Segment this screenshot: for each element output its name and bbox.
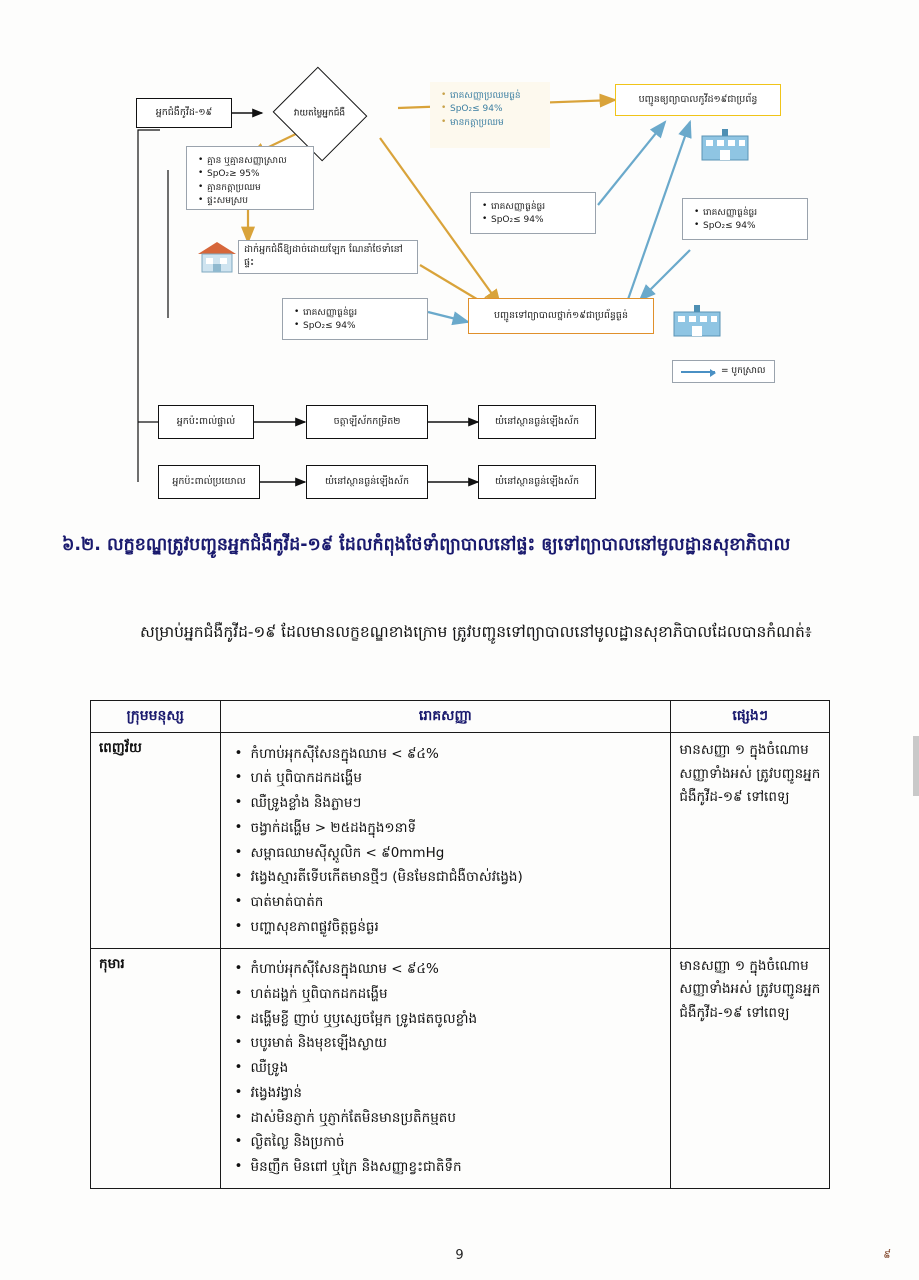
flow-list-right-item: • SpO₂≤ 94% xyxy=(703,220,799,232)
flow-list-mild-item: • គ្មានកត្តាប្រឈម xyxy=(207,182,305,194)
page-number: 9 xyxy=(455,1248,464,1263)
sign-item: • កំហាប់អុកស៊ីសែនក្នុងឈាម < ៩៤% xyxy=(251,744,663,764)
flow-node-quarantine-level2 xyxy=(306,405,428,439)
table-header-other: ផ្សេងៗ xyxy=(671,701,830,733)
flow-list-right-item: • រោគសញ្ញាធ្ងន់ធ្ងរ xyxy=(703,207,799,219)
row-note-child: មានសញ្ញា ១ ក្នុងចំណោម សញ្ញាទាំងអស់ ត្រូវបញ្ជូនអ្នកជំងឺកូវីដ-១៩ ទៅពេទ្យ xyxy=(671,948,830,1188)
flow-node-result-3-label: យំនៅស្ថានធ្ងន់ឡើងស័ក xyxy=(495,475,579,487)
sign-item: • បបូរមាត់ និងមុខឡើងស្ងាយ xyxy=(251,1033,663,1053)
sign-item: • ហត់ដង្ហក់ ឬពិបាកដកដង្ហើម xyxy=(251,984,663,1004)
sign-item: • ដង្ហើមខ្លី ញាប់ ឬឫស្សេចម្អែក ទ្រូងផតចូលខ្លាំង xyxy=(251,1009,663,1029)
flow-list-left xyxy=(282,298,428,340)
sign-item: • ឈឺទ្រូង xyxy=(251,1058,663,1078)
flow-list-mild-item: • គ្មាន ឬគ្មានសញ្ញាស្រាល xyxy=(207,155,305,167)
legend-arrow-icon xyxy=(681,371,715,373)
table-row xyxy=(91,948,830,1188)
flow-node-hospital xyxy=(468,298,654,334)
corner-mark: ៩ xyxy=(883,1248,891,1261)
flow-node-contact-direct-label: អ្នកប៉ះពាល់ផ្ទាល់ xyxy=(176,415,236,427)
flow-node-contact-direct xyxy=(158,405,254,439)
section-heading: ៦.២. លក្ខខណ្ឌត្រូវបញ្ជូនអ្នកជំងឺកូវីដ-១៩ ដែលកំពុងថែទាំព្យាបាលនៅផ្ទះ ឲ្យទៅព្យាបាលនៅមូលដ្ឋានសុខាភិបាល xyxy=(62,535,791,555)
intro-paragraph: សម្រាប់អ្នកជំងឺកូវីដ-១៩ ដែលមានលក្ខខណ្ឌខាងក្រោម ត្រូវបញ្ជូនទៅព្យាបាលនៅមូលដ្ឋានសុខាភិបាលដែលបានកំណត់៖ xyxy=(140,623,812,641)
sign-item: • ឈឺទ្រូងខ្លាំង និងភ្លាមៗ xyxy=(251,793,663,813)
hospital-building-icon xyxy=(700,128,750,162)
sign-item: • បាត់មាត់បាត់ក xyxy=(251,892,663,912)
hospital-building-icon-2 xyxy=(672,304,722,338)
flow-node-decision-label: វាយតម្លៃអ្នកជំងឺ xyxy=(294,108,346,119)
flow-node-start-label: អ្នកជំងឺកូវីដ-១៩ xyxy=(155,106,213,118)
flow-node-hospital-label: បញ្ជូនទៅព្យាបាលថ្នាក់១៩ជាប្រព័ន្ធធ្ងន់ xyxy=(493,309,628,321)
flow-list-mild-item: • SpO₂≥ 95% xyxy=(207,168,305,180)
sign-item: • សម្ពាធឈាមស៊ីស្តូលិក < ៩0mmHg xyxy=(251,843,663,863)
sign-item: • ដាស់មិនភ្ញាក់ ឬភ្ញាក់តែមិនមានប្រតិកម្មតប xyxy=(251,1108,663,1128)
flow-node-home-care xyxy=(238,240,418,274)
house-icon xyxy=(196,240,238,274)
flow-node-result-2-label: យំនៅស្ថានធ្ងន់ឡើងស័ក xyxy=(325,475,409,487)
sign-item: • វង្វេងវង្វាន់ xyxy=(251,1083,663,1103)
flow-list-right xyxy=(682,198,808,240)
sign-item: • ចង្វាក់ដង្ហើម > ២៥ដងក្នុង១នាទី xyxy=(251,818,663,838)
table-header-signs: រោគសញ្ញា xyxy=(220,701,671,733)
row-note-adult: មានសញ្ញា ១ ក្នុងចំណោម សញ្ញាទាំងអស់ ត្រូវបញ្ជូនអ្នកជំងឺកូវីដ-១៩ ទៅពេទ្យ xyxy=(671,733,830,949)
flow-node-referral-center xyxy=(615,84,781,116)
flow-list-mid xyxy=(470,192,596,234)
flow-list-severe-item: • រោគសញ្ញាប្រឈមធ្ងន់ xyxy=(450,90,542,102)
sign-item: • ហត់ ឬពិបាកដកដង្ហើម xyxy=(251,768,663,788)
flow-list-severe-item: • មានកត្តាប្រឈម xyxy=(450,117,542,129)
sign-item: • កំហាប់អុកស៊ីសែនក្នុងឈាម < ៩៤% xyxy=(251,959,663,979)
criteria-table xyxy=(90,700,830,1189)
flow-node-contact-indirect-label: អ្នកប៉ះពាល់ប្រយោល xyxy=(172,475,246,487)
flow-list-mid-item: • រោគសញ្ញាធ្ងន់ធ្ងរ xyxy=(491,201,587,213)
flow-list-left-item: • រោគសញ្ញាធ្ងន់ធ្ងរ xyxy=(303,307,419,319)
flow-node-start xyxy=(136,98,232,128)
table-header-row xyxy=(91,701,830,733)
sign-item: • វង្វេងស្មារតីទើបកើតមានថ្មីៗ (មិនមែនជាជំងឺចាស់វង្វេង) xyxy=(251,867,663,887)
flow-node-home-care-label: ដាក់អ្នកជំងឺឱ្យដាច់ដោយឡែក ណែនាំថែទាំនៅផ្ទះ xyxy=(244,244,403,268)
flow-node-result-1 xyxy=(478,405,596,439)
flowchart xyxy=(0,60,919,520)
flow-node-result-2 xyxy=(306,465,428,499)
flow-node-result-1-label: យំនៅស្ថានធ្ងន់ឡើងស័ក xyxy=(495,415,579,427)
flow-node-referral-center-label: បញ្ជូនឲ្យព្យាបាលកូវីដ១៩ជាប្រព័ន្ធ xyxy=(638,93,758,105)
row-signs-child xyxy=(220,948,671,1188)
flow-node-quarantine-level2-label: ចត្តាឡីស័កកម្រិត២ xyxy=(333,415,401,427)
flow-node-contact-indirect xyxy=(158,465,260,499)
flow-legend xyxy=(672,360,775,383)
flow-list-severe xyxy=(430,82,550,148)
row-category-adult: ពេញវ័យ xyxy=(91,733,221,949)
flow-list-left-item: • SpO₂≤ 94% xyxy=(303,320,419,332)
row-category-child: កុមារ xyxy=(91,948,221,1188)
flow-legend-label: = បូកស្រាល xyxy=(721,366,766,376)
sign-item: • ល្ងិតល្ងៃ និងប្រកាច់ xyxy=(251,1132,663,1152)
sign-item: • បញ្ហាសុខភាពផ្លូវចិត្តធ្ងន់ធ្ងរ xyxy=(251,917,663,937)
flow-list-mild-item: • ផ្ទះសមស្រប xyxy=(207,195,305,207)
table-header-group: ក្រុមមនុស្ស xyxy=(91,701,221,733)
flow-list-mid-item: • SpO₂≤ 94% xyxy=(491,214,587,226)
flow-list-severe-item: • SpO₂≤ 94% xyxy=(450,103,542,115)
flow-node-result-3 xyxy=(478,465,596,499)
sign-item: • មិនញឹក មិនពៅ ឬក្រៃ និងសញ្ញាខ្វះជាតិទឹក xyxy=(251,1157,663,1177)
page-edge-marker xyxy=(913,736,919,796)
row-signs-adult xyxy=(220,733,671,949)
flow-list-mild xyxy=(186,146,314,210)
table-row xyxy=(91,733,830,949)
